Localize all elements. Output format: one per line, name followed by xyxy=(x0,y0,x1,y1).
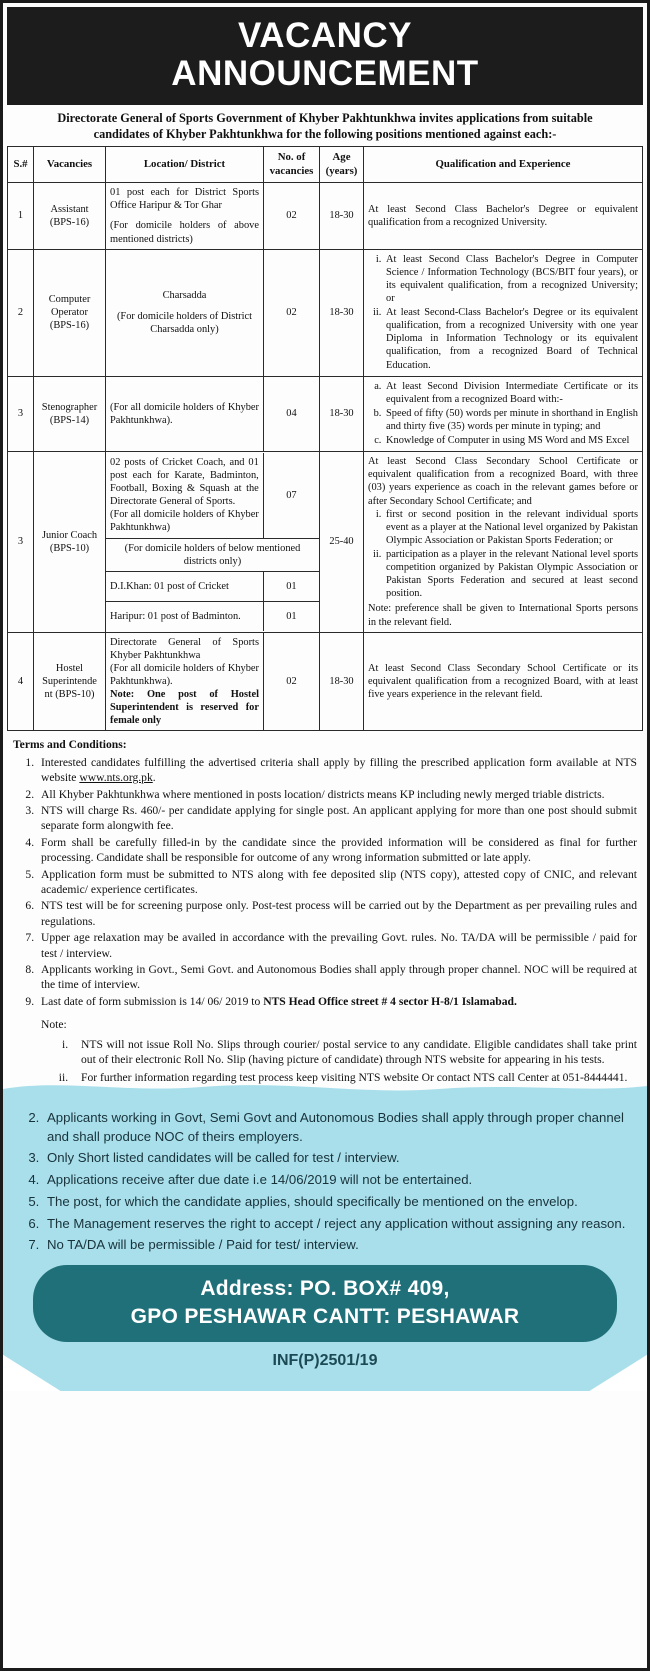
row-location xyxy=(106,376,264,452)
vacancy-name: Junior Coach xyxy=(41,529,98,541)
teal-conditions-section xyxy=(3,1093,647,1391)
row-qualification: At least Second Class Secondary School Certificate or its equivalent qualification from a recognized Board, with at least five years experience in the relevant field. xyxy=(364,632,643,731)
location-note: Note: One post of Hostel Superintendent is reserved for female only xyxy=(110,689,259,727)
vacancy-bps: nt (BPS-10) xyxy=(44,689,95,701)
terms-item: 8. Applicants working in Govt., Semi Govt. and Autonomous Bodies shall apply through proper channel. NOC will be required at the time of interview. xyxy=(37,962,637,993)
address-line-2: GPO PESHAWAR CANTT: PESHAWAR xyxy=(130,1304,520,1328)
table-row xyxy=(8,376,643,452)
col-no-line2: vacancies xyxy=(269,164,314,177)
vacancy-name: Assistant xyxy=(50,203,89,215)
row-qualification xyxy=(364,452,643,632)
terms-item: 9. Last date of form submission is 14/ 06/ 2019 to NTS Head Office street # 4 sector H-8/1 Islamabad. xyxy=(37,994,637,1009)
row-qualification: At least Second Class Bachelor's Degree or equivalent qualification from a recognized University. xyxy=(364,183,643,249)
location-part-1: (For all domicile holders of Khyber Pakhtunkhwa). xyxy=(110,401,259,426)
qualification-item: ii. participation as a player in the relevant National level sports competition organized by Pakistan Olympic Association or Pakistan Sports Federation and secured at least second position. xyxy=(384,548,638,600)
col-age xyxy=(320,147,364,183)
row-age: 18-30 xyxy=(320,632,364,731)
terms-item: 2. All Khyber Pakhtunkhwa where mentioned in posts location/ districts means KP including newly merged triable districts. xyxy=(37,787,637,802)
terms-title: Terms and Conditions: xyxy=(13,738,127,752)
row-location xyxy=(106,183,264,249)
vacancy-bps: (BPS-16) xyxy=(49,320,90,332)
address-line-1: Address: PO. BOX# 409, xyxy=(200,1277,450,1301)
location-subrow xyxy=(106,453,319,538)
terms-item: 3. NTS will charge Rs. 460/- per candidate applying for single post. An applicant applying for more than one post should submit separate form alongwith fee. xyxy=(37,803,637,834)
col-vacancies: Vacancies xyxy=(34,147,106,183)
title-line-2: ANNOUNCEMENT xyxy=(171,53,479,93)
qualification-note: Note: preference shall be given to International Sports persons in the relevant field. xyxy=(368,603,638,628)
title-line-1: VACANCY xyxy=(238,16,412,55)
table-header xyxy=(8,147,643,183)
qualification-item: ii. At least Second-Class Bachelor's Degree or its equivalent qualification, from a recognized University with one year Diploma in Information Technology or its equivalent qualification, from a recognized Board of Technical Education. xyxy=(384,306,638,372)
location-part-2: (For domicile holders of District Charsadda only) xyxy=(116,310,253,335)
location-subrow xyxy=(106,538,319,571)
location-part-2: (For domicile holders of above mentioned districts) xyxy=(110,220,259,245)
row-qualification xyxy=(364,376,643,452)
row-no-vacancies: 02 xyxy=(264,249,320,376)
qualification-item: a. At least Second Division Intermediate Certificate or its equivalent from a recognized Board with:- xyxy=(384,380,638,406)
address-box xyxy=(33,1265,617,1342)
terms-item: 5. Application form must be submitted to NTS along with fee deposited slip (NTS copy), attested copy of CNIC, and relevant academic/ experience certificates. xyxy=(37,867,637,898)
vacancy-name: Stenographer xyxy=(41,401,98,413)
row-no-vacancies: 02 xyxy=(264,632,320,731)
teal-item: 4. Applications receive after due date i.e 14/06/2019 will not be entertained. xyxy=(43,1171,633,1190)
nts-website-link[interactable]: www.nts.org.pk xyxy=(79,771,153,785)
teal-list xyxy=(17,1109,633,1255)
col-qualification: Qualification and Experience xyxy=(364,147,643,183)
col-no-vacancies xyxy=(264,147,320,183)
terms-item: 7. Upper age relaxation may be availed in accordance with the prevailing Govt. rules. No. TA/DA will be permissible / paid for test / interview. xyxy=(37,930,637,961)
qualification-item: b. Speed of fifty (50) words per minute in shorthand in English and thirty five (35) words per minute in typing; and xyxy=(384,407,638,433)
row-vacancy-title xyxy=(34,452,106,632)
note-heading: Note: xyxy=(41,1018,67,1032)
row-no-vacancies: 02 xyxy=(264,183,320,249)
wave-divider-icon xyxy=(3,1077,647,1097)
vacancy-name: Computer Operator xyxy=(48,293,91,319)
location-block-1-count: 07 xyxy=(286,489,297,501)
vacancy-bps: (BPS-10) xyxy=(49,542,90,554)
terms-item: 4. Form shall be carefully filled-in by the candidate since the provided information will be considered as final for further processing. Candidate shall be responsible for outcome of any wrong information submitted or late apply. xyxy=(37,835,637,866)
row-vacancy-title xyxy=(34,632,106,731)
row-age: 25-40 xyxy=(320,452,364,632)
col-location: Location/ District xyxy=(106,147,264,183)
vacancy-table xyxy=(7,146,643,731)
col-age-line2: (years) xyxy=(325,164,358,177)
row-serial: 2 xyxy=(8,249,34,376)
table-row xyxy=(8,452,643,632)
row-location xyxy=(106,632,264,731)
row-vacancy-title xyxy=(34,183,106,249)
row-vacancy-title xyxy=(34,376,106,452)
location-block-1b-text: (For all domicile holders of Khyber Pakhtunkhwa) xyxy=(110,509,259,534)
vacancy-name: Hostel Superintende xyxy=(42,662,97,687)
location-subtable xyxy=(106,453,319,631)
row-age: 18-30 xyxy=(320,249,364,376)
row-location xyxy=(106,249,264,376)
teal-item: 3. Only Short listed candidates will be called for test / interview. xyxy=(43,1149,633,1168)
terms-list xyxy=(13,755,637,1010)
row-qualification xyxy=(364,249,643,376)
row-serial: 1 xyxy=(8,183,34,249)
location-block-2: (For domicile holders of below mentioned districts only) xyxy=(106,538,319,571)
qualification-roman-list xyxy=(368,253,638,372)
row-serial: 4 xyxy=(8,632,34,731)
notes-item: ii. For further information regarding test process keep visiting NTS website Or contact NTS call Center at 051-8444441. xyxy=(71,1070,637,1085)
location-part-1: Charsadda xyxy=(162,290,207,302)
location-block-4-count: 01 xyxy=(263,601,319,631)
row-serial: 3 xyxy=(8,452,34,632)
vacancy-bps: (BPS-14) xyxy=(49,414,90,426)
location-part-2: (For all domicile holders of Khyber Pakhtunkhwa). xyxy=(110,662,259,687)
col-no-line1: No. of xyxy=(277,151,306,164)
col-age-line1: Age xyxy=(332,151,351,164)
qualification-roman-list xyxy=(368,508,638,601)
table-row xyxy=(8,249,643,376)
table-row xyxy=(8,632,643,731)
nts-head-office-address: NTS Head Office street # 4 sector H-8/1 Islamabad. xyxy=(263,994,517,1008)
row-no-vacancies: 04 xyxy=(264,376,320,452)
location-block-3-count: 01 xyxy=(263,571,319,601)
col-serial: S.# xyxy=(8,147,34,183)
location-block-1 xyxy=(106,453,263,538)
location-subrow xyxy=(106,601,319,631)
row-age: 18-30 xyxy=(320,183,364,249)
location-spacer xyxy=(110,212,259,219)
location-spacer xyxy=(110,303,259,310)
teal-item: 5. The post, for which the candidate applies, should specifically be mentioned on the envelop. xyxy=(43,1193,633,1212)
qualification-intro: At least Second Class Secondary School Certificate or equivalent qualification from a recognized Board, with three (03) years experience as coach in the relevant games before or after Secondary School Certificate; and xyxy=(368,456,638,507)
teal-item: 2. Applicants working in Govt, Semi Govt and Autonomous Bodies shall apply through proper channel and shall produce NOC of theirs employers. xyxy=(43,1109,633,1146)
intro-paragraph: Directorate General of Sports Government of Khyber Pakhtunkhwa invites applications from suitable candidates of Khyber Pakhtunkhwa for the following positions mentioned against each:- xyxy=(57,110,593,141)
teal-item: 7. No TA/DA will be permissible / Paid for test/ interview. xyxy=(43,1236,633,1255)
row-vacancy-title xyxy=(34,249,106,376)
location-part-1: 01 post each for District Sports Office Haripur & Tor Ghar xyxy=(110,187,259,212)
row-location-composite xyxy=(106,452,320,632)
teal-item: 6. The Management reserves the right to accept / reject any application without assigning any reason. xyxy=(43,1215,633,1234)
vacancy-bps: (BPS-16) xyxy=(49,216,90,228)
qualification-item: i. first or second position in the relevant individual sports event as a player at the National level organized by Pakistan Olympic Association or Pakistan Sports Federation; or xyxy=(384,508,638,547)
terms-item: 1. Interested candidates fulfilling the advertised criteria shall apply by filling the prescribed application form available at NTS website www.nts.org.pk. xyxy=(37,755,637,786)
terms-and-conditions-section xyxy=(3,731,647,1091)
table-header-row xyxy=(8,147,643,183)
row-age: 18-30 xyxy=(320,376,364,452)
notes-item: i. NTS will not issue Roll No. Slips through courier/ postal service to any candidate. Eligible candidates shall take print out of their electronic Roll No. Slip (having picture of candidate) through NTS website for appearing in his tests. xyxy=(71,1037,637,1068)
table-row xyxy=(8,183,643,249)
location-block-4: Haripur: 01 post of Badminton. xyxy=(106,601,263,631)
header-banner xyxy=(7,7,643,105)
location-block-1-text: 02 posts of Cricket Coach, and 01 post each for Karate, Badminton, Football, Boxing & Squash at the Directorate General of Sports. xyxy=(110,456,259,508)
qualification-item: i. At least Second Class Bachelor's Degree in Computer Science / Information Technology (BCS/BIT four years), or its equivalent qualification, from a recognized University; or xyxy=(384,253,638,305)
terms-item: 6. NTS test will be for screening purpose only. Post-test process will be carried out by the Department as per prevailing rules and regulations. xyxy=(37,898,637,929)
location-block-3: D.I.Khan: 01 post of Cricket xyxy=(106,571,263,601)
table-body xyxy=(8,183,643,731)
location-subrow xyxy=(106,571,319,601)
qualification-item: c. Knowledge of Computer in using MS Word and MS Excel xyxy=(384,434,638,447)
row-serial: 3 xyxy=(8,376,34,452)
location-part-1: Directorate General of Sports Khyber Pakhtunkhwa xyxy=(110,636,259,661)
qualification-alpha-list xyxy=(368,380,638,448)
inf-reference-number: INF(P)2501/19 xyxy=(272,1352,378,1370)
